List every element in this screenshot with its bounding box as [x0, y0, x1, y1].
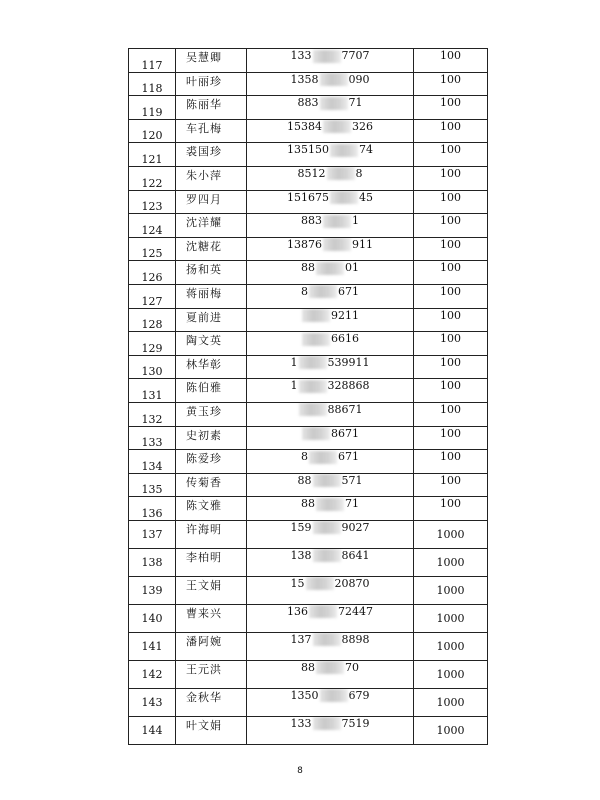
phone-number [247, 190, 414, 214]
phone-suffix: 8671 [331, 426, 359, 440]
table-row [129, 119, 488, 143]
phone-suffix: 679 [348, 688, 370, 702]
redaction-blur [323, 215, 351, 228]
row-number: 141 [129, 632, 176, 660]
redaction-blur [320, 73, 348, 86]
person-name: 王元洪 [176, 660, 247, 688]
phone-suffix: 9211 [331, 308, 359, 322]
person-name: 夏前进 [176, 308, 247, 332]
phone-prefix: 88 [301, 660, 315, 674]
table-row [129, 450, 488, 474]
person-name: 陈丽华 [176, 96, 247, 120]
row-number: 138 [129, 548, 176, 576]
phone-suffix: 8898 [341, 632, 370, 646]
phone-suffix: 8641 [341, 548, 370, 562]
row-number: 132 [129, 402, 176, 426]
redaction-blur [313, 717, 341, 730]
table-row [129, 688, 488, 716]
phone-number [247, 604, 414, 632]
amount: 100 [414, 261, 488, 285]
phone-suffix: 8 [355, 166, 363, 180]
table-row [129, 49, 488, 73]
phone-suffix: 671 [338, 284, 359, 298]
phone-suffix: 20870 [334, 576, 370, 590]
person-name: 史初素 [176, 426, 247, 450]
person-name: 叶文娟 [176, 716, 247, 744]
redaction-blur [313, 549, 341, 562]
person-name: 蒋丽梅 [176, 284, 247, 308]
amount: 100 [414, 332, 488, 356]
phone-number [247, 119, 414, 143]
table-row [129, 497, 488, 521]
phone-prefix: 8 [301, 450, 308, 464]
redaction-blur [316, 262, 344, 275]
person-name: 曹来兴 [176, 604, 247, 632]
person-name: 李柏明 [176, 548, 247, 576]
phone-prefix: 8 [301, 284, 308, 298]
phone-suffix: 326 [352, 119, 373, 133]
phone-prefix: 133 [290, 716, 312, 730]
row-number: 117 [129, 49, 176, 73]
phone-number [247, 660, 414, 688]
phone-number [247, 497, 414, 521]
phone-prefix: 135150 [287, 143, 329, 157]
amount: 100 [414, 96, 488, 120]
amount: 100 [414, 166, 488, 190]
phone-number [247, 355, 414, 379]
person-name: 裘国珍 [176, 143, 247, 167]
table-row [129, 520, 488, 548]
phone-suffix: 72447 [338, 604, 373, 618]
phone-prefix: 15 [290, 576, 305, 590]
phone-number [247, 379, 414, 403]
table-row [129, 284, 488, 308]
phone-prefix: 151675 [287, 190, 329, 204]
phone-number [247, 548, 414, 576]
phone-prefix: 136 [287, 604, 308, 618]
row-number: 130 [129, 355, 176, 379]
amount: 100 [414, 49, 488, 73]
phone-number [247, 261, 414, 285]
person-name: 罗四月 [176, 190, 247, 214]
phone-suffix: 01 [345, 261, 359, 275]
phone-suffix: 090 [348, 72, 370, 86]
redaction-blur [309, 451, 337, 464]
person-name: 传菊香 [176, 473, 247, 497]
amount: 100 [414, 237, 488, 261]
table-row [129, 716, 488, 744]
row-number: 134 [129, 450, 176, 474]
redaction-blur [316, 661, 344, 674]
amount: 100 [414, 214, 488, 238]
phone-number [247, 308, 414, 332]
phone-suffix: 71 [345, 497, 359, 511]
phone-prefix: 1 [290, 379, 298, 393]
person-name: 潘阿婉 [176, 632, 247, 660]
amount: 100 [414, 426, 488, 450]
amount: 100 [414, 143, 488, 167]
person-name: 车孔梅 [176, 119, 247, 143]
phone-suffix: 9027 [341, 520, 370, 534]
page-number: 8 [297, 766, 303, 776]
table-row [129, 473, 488, 497]
redaction-blur [306, 577, 334, 590]
phone-prefix: 1358 [290, 72, 319, 86]
table-row [129, 548, 488, 576]
phone-prefix: 137 [290, 632, 312, 646]
redaction-blur [320, 97, 348, 110]
phone-number [247, 166, 414, 190]
row-number: 131 [129, 379, 176, 403]
redaction-blur [313, 50, 341, 63]
phone-suffix: 571 [341, 473, 363, 487]
row-number: 128 [129, 308, 176, 332]
person-name: 沈洋耀 [176, 214, 247, 238]
row-number: 123 [129, 190, 176, 214]
phone-prefix: 88 [301, 497, 315, 511]
amount: 100 [414, 450, 488, 474]
phone-number [247, 72, 414, 96]
phone-number [247, 49, 414, 73]
table-row [129, 426, 488, 450]
person-name: 陈伯雅 [176, 379, 247, 403]
phone-prefix: 1 [290, 355, 298, 369]
person-name: 黄玉珍 [176, 402, 247, 426]
phone-suffix: 911 [352, 237, 373, 251]
redaction-blur [313, 633, 341, 646]
amount: 1000 [414, 632, 488, 660]
redaction-blur [299, 403, 327, 416]
row-number: 139 [129, 576, 176, 604]
phone-number [247, 473, 414, 497]
row-number: 144 [129, 716, 176, 744]
redaction-blur [313, 521, 341, 534]
phone-suffix: 74 [359, 143, 373, 157]
amount: 1000 [414, 660, 488, 688]
amount: 1000 [414, 688, 488, 716]
phone-number [247, 332, 414, 356]
redaction-blur [302, 309, 330, 322]
table-row [129, 660, 488, 688]
person-name: 叶丽珍 [176, 72, 247, 96]
row-number: 127 [129, 284, 176, 308]
redaction-blur [330, 144, 358, 157]
redaction-blur [323, 238, 351, 251]
phone-number [247, 214, 414, 238]
phone-prefix: 8512 [297, 166, 326, 180]
phone-prefix: 15384 [287, 119, 322, 133]
amount: 100 [414, 284, 488, 308]
amount: 1000 [414, 576, 488, 604]
phone-number [247, 143, 414, 167]
redaction-blur [309, 605, 337, 618]
table-row [129, 143, 488, 167]
redaction-blur [309, 285, 337, 298]
table-row [129, 576, 488, 604]
amount: 1000 [414, 520, 488, 548]
person-name: 林华彰 [176, 355, 247, 379]
phone-prefix: 88 [301, 261, 315, 275]
row-number: 140 [129, 604, 176, 632]
phone-number [247, 688, 414, 716]
row-number: 119 [129, 96, 176, 120]
amount: 100 [414, 355, 488, 379]
row-number: 135 [129, 473, 176, 497]
row-number: 122 [129, 166, 176, 190]
amount: 100 [414, 72, 488, 96]
row-number: 143 [129, 688, 176, 716]
person-name: 许海明 [176, 520, 247, 548]
phone-suffix: 671 [338, 450, 359, 464]
person-name: 扬和英 [176, 261, 247, 285]
table-row [129, 604, 488, 632]
row-number: 125 [129, 237, 176, 261]
row-number: 129 [129, 332, 176, 356]
phone-number [247, 237, 414, 261]
table-row [129, 166, 488, 190]
table-row [129, 261, 488, 285]
person-name: 王文娟 [176, 576, 247, 604]
phone-number [247, 450, 414, 474]
amount: 1000 [414, 604, 488, 632]
person-name: 沈糖花 [176, 237, 247, 261]
redaction-blur [299, 356, 327, 369]
phone-prefix: 138 [290, 548, 312, 562]
table-row [129, 308, 488, 332]
table-row [129, 214, 488, 238]
redaction-blur [299, 380, 327, 393]
amount: 100 [414, 473, 488, 497]
row-number: 126 [129, 261, 176, 285]
row-number: 118 [129, 72, 176, 96]
phone-number [247, 426, 414, 450]
table-row [129, 355, 488, 379]
phone-suffix: 71 [348, 96, 363, 110]
redaction-blur [302, 333, 330, 346]
redaction-blur [330, 191, 358, 204]
phone-suffix: 6616 [331, 332, 359, 346]
redaction-blur [313, 474, 341, 487]
phone-suffix: 328868 [327, 379, 370, 393]
phone-suffix: 7707 [341, 49, 370, 62]
row-number: 121 [129, 143, 176, 167]
amount: 100 [414, 402, 488, 426]
table-body [129, 49, 488, 745]
phone-prefix: 133 [290, 49, 312, 62]
phone-suffix: 539911 [327, 355, 370, 369]
phone-suffix: 45 [359, 190, 373, 204]
amount: 100 [414, 497, 488, 521]
amount: 100 [414, 190, 488, 214]
phone-suffix: 7519 [341, 716, 370, 730]
phone-number [247, 284, 414, 308]
table-row [129, 632, 488, 660]
phone-number [247, 576, 414, 604]
person-name: 陈爱珍 [176, 450, 247, 474]
person-name: 陶文英 [176, 332, 247, 356]
phone-number [247, 96, 414, 120]
redaction-blur [320, 689, 348, 702]
amount: 1000 [414, 548, 488, 576]
row-number: 142 [129, 660, 176, 688]
phone-number [247, 716, 414, 744]
row-number: 120 [129, 119, 176, 143]
redaction-blur [316, 498, 344, 511]
phone-prefix: 1350 [290, 688, 319, 702]
phone-prefix: 883 [301, 214, 322, 228]
phone-prefix: 13876 [287, 237, 322, 251]
phone-prefix: 159 [290, 520, 312, 534]
amount: 100 [414, 308, 488, 332]
phone-suffix: 1 [352, 214, 359, 228]
row-number: 136 [129, 497, 176, 521]
person-name: 吴慧卿 [176, 49, 247, 73]
table-row [129, 332, 488, 356]
row-number: 133 [129, 426, 176, 450]
row-number: 124 [129, 214, 176, 238]
phone-prefix: 88 [297, 473, 312, 487]
table-row [129, 237, 488, 261]
phone-number [247, 520, 414, 548]
table-row [129, 96, 488, 120]
table-row [129, 72, 488, 96]
person-name: 陈文雅 [176, 497, 247, 521]
row-number: 137 [129, 520, 176, 548]
person-name: 金秋华 [176, 688, 247, 716]
table-row [129, 379, 488, 403]
phone-prefix: 883 [297, 96, 319, 110]
phone-number [247, 632, 414, 660]
table-row [129, 402, 488, 426]
redaction-blur [323, 120, 351, 133]
phone-number [247, 402, 414, 426]
donation-table [128, 48, 488, 745]
phone-suffix: 70 [345, 660, 359, 674]
table-row [129, 190, 488, 214]
amount: 1000 [414, 716, 488, 744]
phone-suffix: 88671 [327, 402, 363, 416]
person-name: 朱小萍 [176, 166, 247, 190]
redaction-blur [327, 167, 355, 180]
redaction-blur [302, 427, 330, 440]
amount: 100 [414, 379, 488, 403]
amount: 100 [414, 119, 488, 143]
